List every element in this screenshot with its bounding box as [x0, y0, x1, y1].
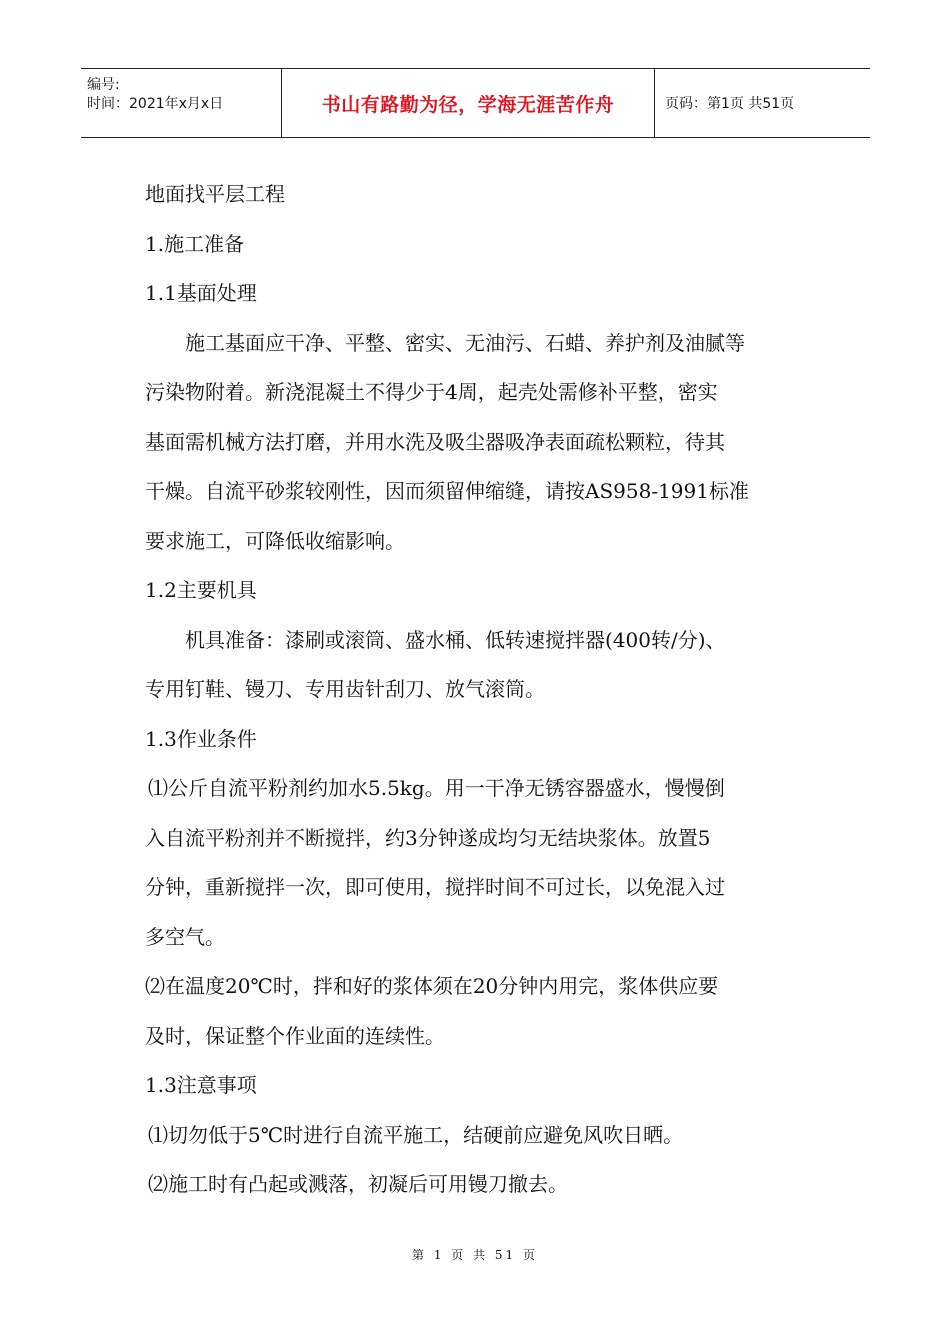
time-label: 时间：2021年x月x日	[87, 96, 224, 112]
document-body	[145, 170, 815, 1210]
subsection-heading: 1.1基面处理	[145, 281, 257, 305]
list-item-line: ⑵施工时有凸起或溅落，初凝后可用镘刀撤去。	[148, 1172, 568, 1196]
list-item-line: ⑴切勿低于5℃时进行自流平施工，结硬前应避免风吹日晒。	[148, 1122, 684, 1147]
paragraph-line: 入自流平粉剂并不断搅拌，约3分钟遂成均匀无结块浆体。放置5	[145, 825, 711, 850]
subsection-heading: 1.3作业条件	[145, 726, 257, 751]
paragraph-line: 专用钉鞋、镘刀、专用齿针刮刀、放气滚筒。	[145, 677, 545, 701]
paragraph-line: 及时，保证整个作业面的连续性。	[145, 1023, 445, 1048]
subsection-heading: 1.2主要机具	[145, 578, 257, 602]
header-meta-cell	[81, 69, 281, 137]
page-footer: 第 1 页 共 51 页	[412, 1248, 538, 1262]
paragraph-line: 机具准备：漆刷或滚筒、盛水桶、低转速搅拌器(400转/分)、	[185, 627, 726, 652]
header-motto: 书山有路勤为径，学海无涯苦作舟	[321, 93, 615, 116]
header-page-info: 页码：第1页 共51页	[665, 96, 795, 112]
list-item-line: ⑵在温度20℃时，拌和好的浆体须在20分钟内用完，浆体供应要	[145, 974, 719, 998]
paragraph-line: 多空气。	[145, 924, 225, 949]
document-title: 地面找平层工程	[145, 182, 285, 206]
paragraph-line: 干燥。自流平砂浆较刚性，因而须留伸缩缝，请按AS958-1991标准	[145, 479, 749, 503]
number-label: 编号:	[87, 77, 120, 93]
document-header	[81, 68, 870, 138]
paragraph-line: 基面需机械方法打磨，并用水洗及吸尘器吸净表面疏松颗粒，待其	[145, 429, 725, 454]
section-heading: 1.施工准备	[145, 231, 245, 256]
paragraph-line: 分钟，重新搅拌一次，即可使用，搅拌时间不可过长，以免混入过	[145, 875, 725, 899]
subsection-heading: 1.3注意事项	[145, 1073, 257, 1097]
list-item-line: ⑴公斤自流平粉剂约加水5.5kg。用一干净无锈容器盛水，慢慢倒	[148, 776, 725, 800]
paragraph-line: 污染物附着。新浇混凝土不得少于4周，起壳处需修补平整，密实	[145, 380, 718, 404]
paragraph-line: 施工基面应干净、平整、密实、无油污、石蜡、养护剂及油腻等	[185, 330, 745, 355]
paragraph-line: 要求施工，可降低收缩影响。	[145, 528, 405, 553]
